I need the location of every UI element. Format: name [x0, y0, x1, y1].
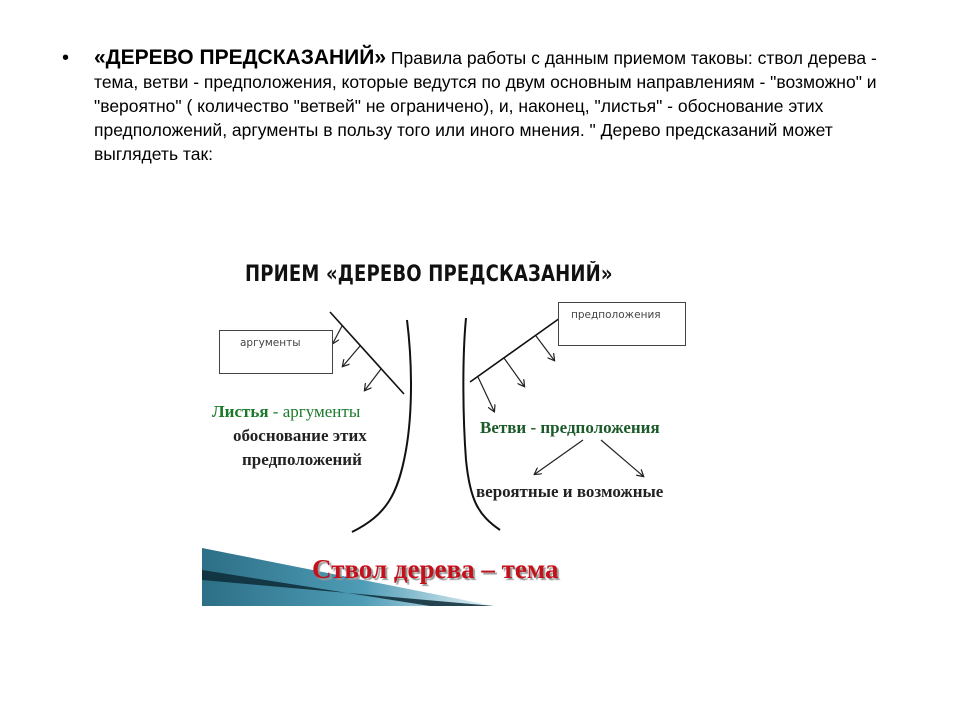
right-arrow-3: [536, 336, 554, 360]
bullet-marker: •: [62, 47, 70, 69]
fork-right-arrow: [601, 440, 643, 476]
leaves-word: Листья: [212, 402, 269, 421]
fork-left-arrow: [535, 440, 583, 474]
branches-label: Ветви - предположения: [480, 418, 660, 437]
left-arrow-3: [365, 369, 381, 390]
diagram-title: ПРИЕМ «ДЕРЕВО ПРЕДСКАЗАНИЙ»: [245, 262, 613, 287]
bullet-title: «ДЕРЕВО ПРЕДСКАЗАНИЙ»: [94, 46, 387, 69]
right-arrow-1: [478, 377, 494, 411]
trunk-label: Ствол дерева – тема: [312, 554, 559, 584]
leaves-rest: - аргументы: [268, 402, 361, 421]
bullet-body: Правила работы с данным приемом таковы: ствол дерева - тема, ветви - предположения, которые ведутся по двум основным направлениям - "возможно" и "вероятно" ( количество "ветвей" не ограничено), и, наконец, "листья" - обоснование этих предположений, аргументы в пользу того или иного мнения. " Дерево предсказаний может выглядеть так:: [94, 48, 877, 164]
leaves-label: [212, 402, 360, 422]
left-arrow-1: [333, 326, 342, 343]
left-arrow-2: [343, 346, 360, 366]
leaves-description-2: предположений: [242, 450, 362, 469]
right-arrow-2: [504, 358, 524, 386]
assumptions-box: предположения: [558, 302, 686, 346]
leaves-description-1: обоснование этих: [233, 426, 367, 445]
arguments-box: аргументы: [219, 330, 333, 374]
branch-types-label: вероятные и возможные: [476, 482, 664, 501]
left-branch-line: [330, 312, 404, 394]
